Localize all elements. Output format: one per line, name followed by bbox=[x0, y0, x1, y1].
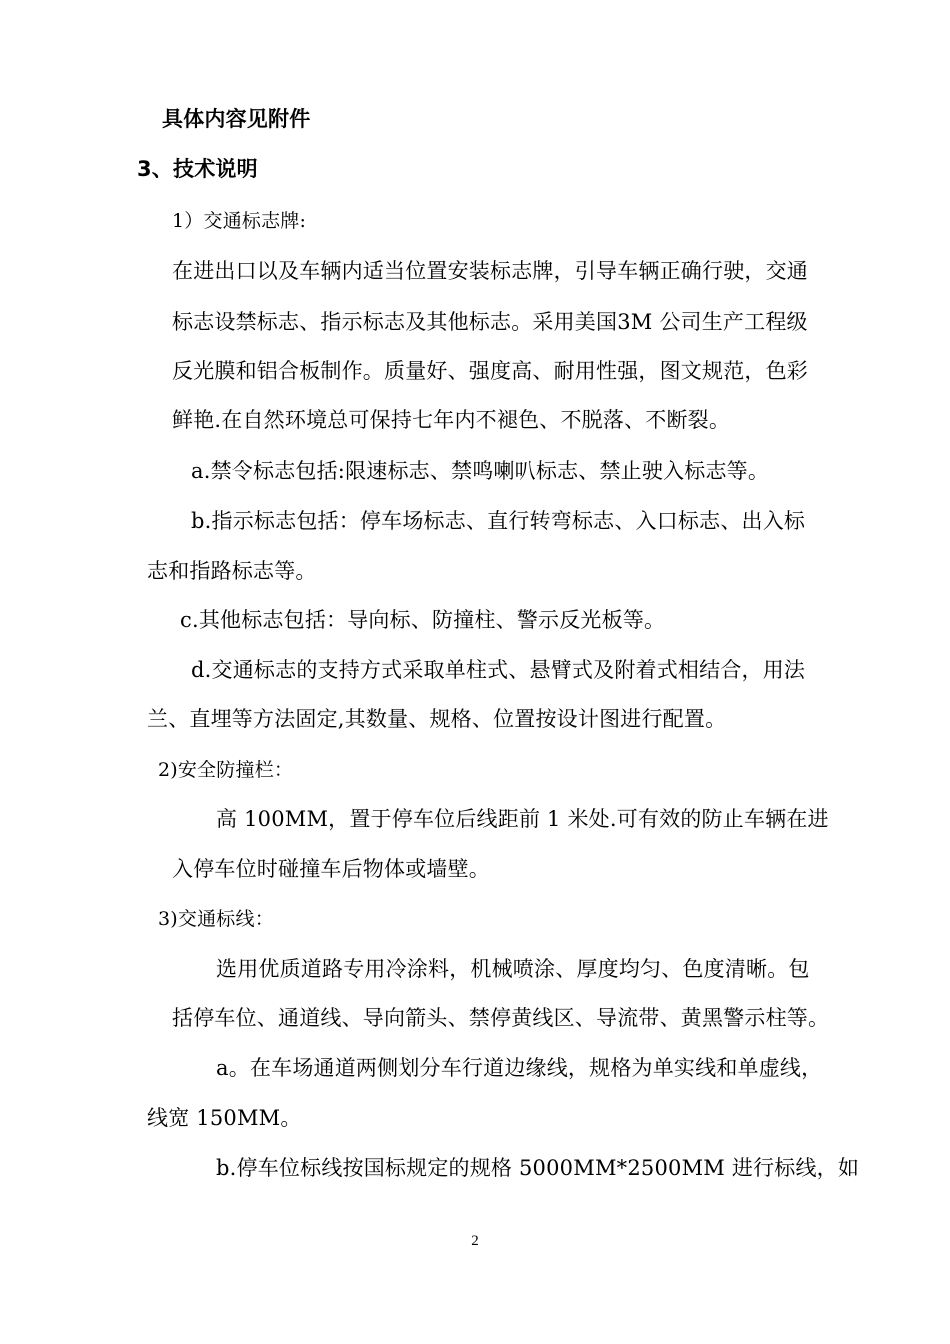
paragraph-line: 反光膜和铝合板制作。质量好、强度高、耐用性强，图文规范，色彩 bbox=[172, 359, 808, 383]
paragraph-line: 入停车位时碰撞车后物体或墙壁。 bbox=[172, 857, 490, 881]
attachment-note: 具体内容见附件 bbox=[162, 107, 311, 131]
paragraph-line: b.停车位标线按国标规定的规格 5000MM*2500MM 进行标线，如 bbox=[216, 1156, 860, 1180]
paragraph-line: 在进出口以及车辆内适当位置安装标志牌，引导车辆正确行驶，交通 bbox=[172, 259, 808, 283]
list-item-c: c.其他标志包括：导向标、防撞柱、警示反光板等。 bbox=[180, 608, 666, 632]
list-item-b-cont: 志和指路标志等。 bbox=[147, 559, 317, 583]
paragraph-line: 选用优质道路专用冷涂料，机械喷涂、厚度均匀、色度清晰。包 bbox=[216, 957, 810, 981]
paragraph-line: 高 100MM，置于停车位后线距前 1 米处.可有效的防止车辆在进 bbox=[216, 807, 829, 831]
list-item-b: b.指示标志包括：停车场标志、直行转弯标志、入口标志、出入标 bbox=[191, 509, 806, 533]
list-item-a: a.禁令标志包括:限速标志、禁鸣喇叭标志、禁止驶入标志等。 bbox=[191, 459, 770, 483]
paragraph-line: a。在车场通道两侧划分车行道边缘线，规格为单实线和单虚线， bbox=[216, 1056, 823, 1080]
paragraph-line: 鲜艳.在自然环境总可保持七年内不褪色、不脱落、不断裂。 bbox=[172, 408, 731, 432]
page-number: 2 bbox=[471, 1233, 479, 1249]
subsection-title-barrier: 2)安全防撞栏： bbox=[158, 759, 294, 781]
list-item-d-cont: 兰、直埋等方法固定,其数量、规格、位置按设计图进行配置。 bbox=[147, 707, 727, 731]
paragraph-line: 括停车位、通道线、导向箭头、禁停黄线区、导流带、黄黑警示柱等。 bbox=[172, 1006, 830, 1030]
list-item-d: d.交通标志的支持方式采取单柱式、悬臂式及附着式相结合，用法 bbox=[191, 658, 806, 682]
paragraph-line: 线宽 150MM。 bbox=[147, 1106, 302, 1130]
subsection-title-signs: 1）交通标志牌: bbox=[172, 210, 307, 232]
paragraph-line: 标志设禁标志、指示标志及其他标志。采用美国3M 公司生产工程级 bbox=[172, 310, 808, 334]
subsection-title-markings: 3)交通标线： bbox=[158, 908, 274, 930]
section-title: 3、技术说明 bbox=[137, 157, 258, 181]
